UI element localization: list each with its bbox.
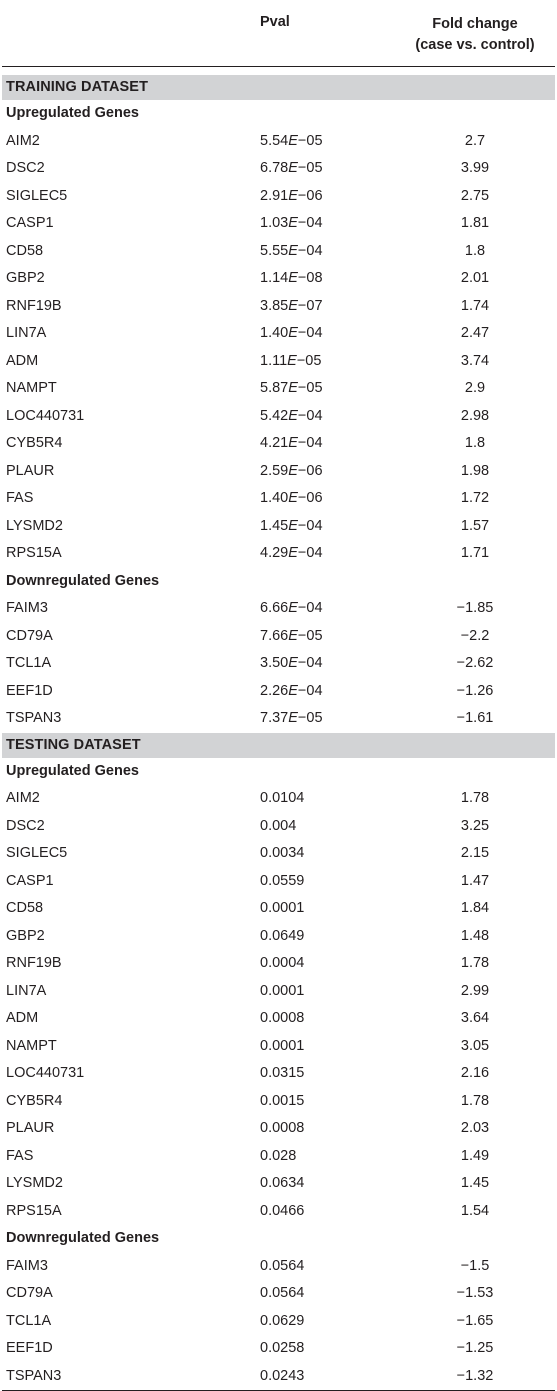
table-row [2,265,555,293]
pval-cell: 0.028 [260,1143,296,1171]
pval-cell: 5.54E−05 [260,128,323,156]
gene-cell: CD58 [6,238,43,266]
gene-cell: LYSMD2 [6,513,63,541]
gene-cell: FAS [6,1143,33,1171]
pval-cell: 0.0629 [260,1308,304,1336]
fold-change-cell: 1.48 [400,923,550,951]
pval-cell: 0.0008 [260,1005,304,1033]
table-row [2,320,555,348]
gene-cell: SIGLEC5 [6,183,67,211]
pval-cell: 0.0315 [260,1060,304,1088]
gene-cell: NAMPT [6,375,57,403]
fold-change-header-line2: (case vs. control) [400,35,550,56]
pval-cell: 6.78E−05 [260,155,323,183]
gene-expression-table [2,0,555,1391]
pval-cell: 0.0559 [260,868,304,896]
pval-cell: 4.29E−04 [260,540,323,568]
table-row [2,403,555,431]
gene-cell: LIN7A [6,978,46,1006]
pval-cell: 0.0243 [260,1363,304,1391]
pval-cell: 0.0564 [260,1253,304,1281]
fold-change-cell: 1.8 [400,430,550,458]
table-row [2,1335,555,1363]
table-row [2,840,555,868]
table-body [2,75,555,1391]
table-row [2,950,555,978]
table-row [2,623,555,651]
table-row [2,923,555,951]
table-row [2,540,555,568]
gene-cell: FAIM3 [6,1253,48,1281]
table-row [2,1088,555,1116]
gene-cell: RPS15A [6,540,62,568]
pval-cell: 1.45E−04 [260,513,323,541]
fold-change-cell: 3.05 [400,1033,550,1061]
gene-cell: CYB5R4 [6,430,62,458]
section-title: TRAINING DATASET [2,75,555,100]
pval-cell: 0.0634 [260,1170,304,1198]
table-row [2,348,555,376]
gene-cell: CYB5R4 [6,1088,62,1116]
pval-cell: 6.66E−04 [260,595,323,623]
fold-change-cell: 2.03 [400,1115,550,1143]
pval-cell: 0.0008 [260,1115,304,1143]
fold-change-cell: 1.81 [400,210,550,238]
pval-cell: 1.40E−06 [260,485,323,513]
fold-change-cell: 1.8 [400,238,550,266]
fold-change-cell: 3.64 [400,1005,550,1033]
gene-cell: CD79A [6,1280,53,1308]
pval-cell: 2.59E−06 [260,458,323,486]
group-title: Upregulated Genes [2,100,555,128]
table-row [2,1280,555,1308]
table-row [2,1363,555,1391]
pval-cell: 7.66E−05 [260,623,323,651]
gene-cell: LOC440731 [6,1060,84,1088]
table-row [2,485,555,513]
pval-cell: 5.87E−05 [260,375,323,403]
fold-change-cell: −1.25 [400,1335,550,1363]
table-row [2,785,555,813]
pval-cell: 5.55E−04 [260,238,323,266]
gene-cell: LOC440731 [6,403,84,431]
gene-cell: LYSMD2 [6,1170,63,1198]
gene-cell: CASP1 [6,210,54,238]
fold-change-cell: 1.78 [400,950,550,978]
pval-column-header: Pval [260,14,290,30]
table-row [2,458,555,486]
pval-cell: 3.50E−04 [260,650,323,678]
fold-change-cell: 3.25 [400,813,550,841]
table-row [2,978,555,1006]
fold-change-cell: −1.85 [400,595,550,623]
group-title: Downregulated Genes [2,1225,555,1253]
gene-cell: RNF19B [6,293,62,321]
table-row [2,650,555,678]
table-row [2,895,555,923]
fold-change-cell: 1.78 [400,1088,550,1116]
table-row [2,1198,555,1226]
table-row [2,1005,555,1033]
section-block [2,75,555,733]
fold-change-cell: 2.01 [400,265,550,293]
fold-change-cell: 1.98 [400,458,550,486]
fold-change-cell: −1.53 [400,1280,550,1308]
table-row [2,513,555,541]
gene-cell: RPS15A [6,1198,62,1226]
fold-change-cell: −2.2 [400,623,550,651]
pval-cell: 5.42E−04 [260,403,323,431]
gene-cell: TSPAN3 [6,1363,61,1391]
table-row [2,1033,555,1061]
fold-change-cell: 1.78 [400,785,550,813]
pval-cell: 0.0001 [260,1033,304,1061]
table-row [2,1060,555,1088]
pval-cell: 2.91E−06 [260,183,323,211]
pval-cell: 0.004 [260,813,296,841]
pval-cell: 0.0015 [260,1088,304,1116]
gene-cell: DSC2 [6,155,45,183]
pval-cell: 0.0649 [260,923,304,951]
fold-change-cell: −1.61 [400,705,550,733]
pval-cell: 0.0258 [260,1335,304,1363]
fold-change-cell: −1.26 [400,678,550,706]
gene-cell: ADM [6,1005,38,1033]
gene-cell: CD58 [6,895,43,923]
gene-cell: PLAUR [6,458,54,486]
gene-cell: EEF1D [6,678,53,706]
group-title: Upregulated Genes [2,758,555,786]
fold-change-cell: −1.5 [400,1253,550,1281]
pval-cell: 7.37E−05 [260,705,323,733]
pval-cell: 1.03E−04 [260,210,323,238]
fold-change-cell: 1.49 [400,1143,550,1171]
fold-change-cell: 2.15 [400,840,550,868]
pval-cell: 0.0004 [260,950,304,978]
gene-cell: LIN7A [6,320,46,348]
fold-change-cell: 3.74 [400,348,550,376]
header-gap [2,67,555,75]
gene-cell: FAS [6,485,33,513]
table-row [2,128,555,156]
pval-cell: 0.0104 [260,785,304,813]
gene-cell: ADM [6,348,38,376]
pval-cell: 2.26E−04 [260,678,323,706]
table-row [2,1253,555,1281]
pval-cell: 0.0034 [260,840,304,868]
fold-change-cell: 2.7 [400,128,550,156]
gene-cell: TSPAN3 [6,705,61,733]
fold-change-cell: 1.71 [400,540,550,568]
gene-cell: CD79A [6,623,53,651]
section-title: TESTING DATASET [2,733,555,758]
gene-cell: TCL1A [6,650,51,678]
fold-change-header-line1: Fold change [400,14,550,35]
pval-cell: 0.0001 [260,895,304,923]
section-block [2,733,555,1391]
gene-cell: NAMPT [6,1033,57,1061]
fold-change-cell: 1.84 [400,895,550,923]
table-row [2,595,555,623]
fold-change-cell: 1.45 [400,1170,550,1198]
table-row [2,183,555,211]
table-row [2,238,555,266]
fold-change-cell: 2.47 [400,320,550,348]
gene-cell: FAIM3 [6,595,48,623]
pval-cell: 0.0001 [260,978,304,1006]
table-row [2,375,555,403]
gene-cell: AIM2 [6,128,40,156]
gene-cell: AIM2 [6,785,40,813]
fold-change-cell: −1.32 [400,1363,550,1391]
table-row [2,293,555,321]
table-row [2,1308,555,1336]
table-row [2,868,555,896]
table-row [2,1170,555,1198]
table-row [2,155,555,183]
gene-cell: SIGLEC5 [6,840,67,868]
pval-cell: 4.21E−04 [260,430,323,458]
fold-change-cell: −1.65 [400,1308,550,1336]
gene-cell: RNF19B [6,950,62,978]
gene-cell: GBP2 [6,265,45,293]
table-row [2,1143,555,1171]
table-row [2,678,555,706]
table-row [2,705,555,733]
gene-cell: PLAUR [6,1115,54,1143]
fold-change-cell: 3.99 [400,155,550,183]
fold-change-cell: 2.75 [400,183,550,211]
fold-change-cell: 1.54 [400,1198,550,1226]
fold-change-cell: 1.47 [400,868,550,896]
fold-change-cell: 1.72 [400,485,550,513]
fold-change-cell: 2.98 [400,403,550,431]
fold-change-cell: 2.99 [400,978,550,1006]
gene-cell: CASP1 [6,868,54,896]
pval-cell: 0.0466 [260,1198,304,1226]
gene-cell: TCL1A [6,1308,51,1336]
fold-change-cell: −2.62 [400,650,550,678]
pval-cell: 0.0564 [260,1280,304,1308]
table-row [2,813,555,841]
gene-cell: GBP2 [6,923,45,951]
fold-change-cell: 2.16 [400,1060,550,1088]
group-title: Downregulated Genes [2,568,555,596]
fold-change-cell: 1.74 [400,293,550,321]
fold-change-cell: 1.57 [400,513,550,541]
pval-cell: 1.14E−08 [260,265,323,293]
pval-cell: 1.11E−05 [260,348,321,376]
fold-change-column-header [400,14,550,56]
table-row [2,430,555,458]
gene-cell: EEF1D [6,1335,53,1363]
gene-cell: DSC2 [6,813,45,841]
table-row [2,1115,555,1143]
pval-cell: 3.85E−07 [260,293,323,321]
table-row [2,210,555,238]
table-header [2,0,555,67]
pval-cell: 1.40E−04 [260,320,323,348]
fold-change-cell: 2.9 [400,375,550,403]
